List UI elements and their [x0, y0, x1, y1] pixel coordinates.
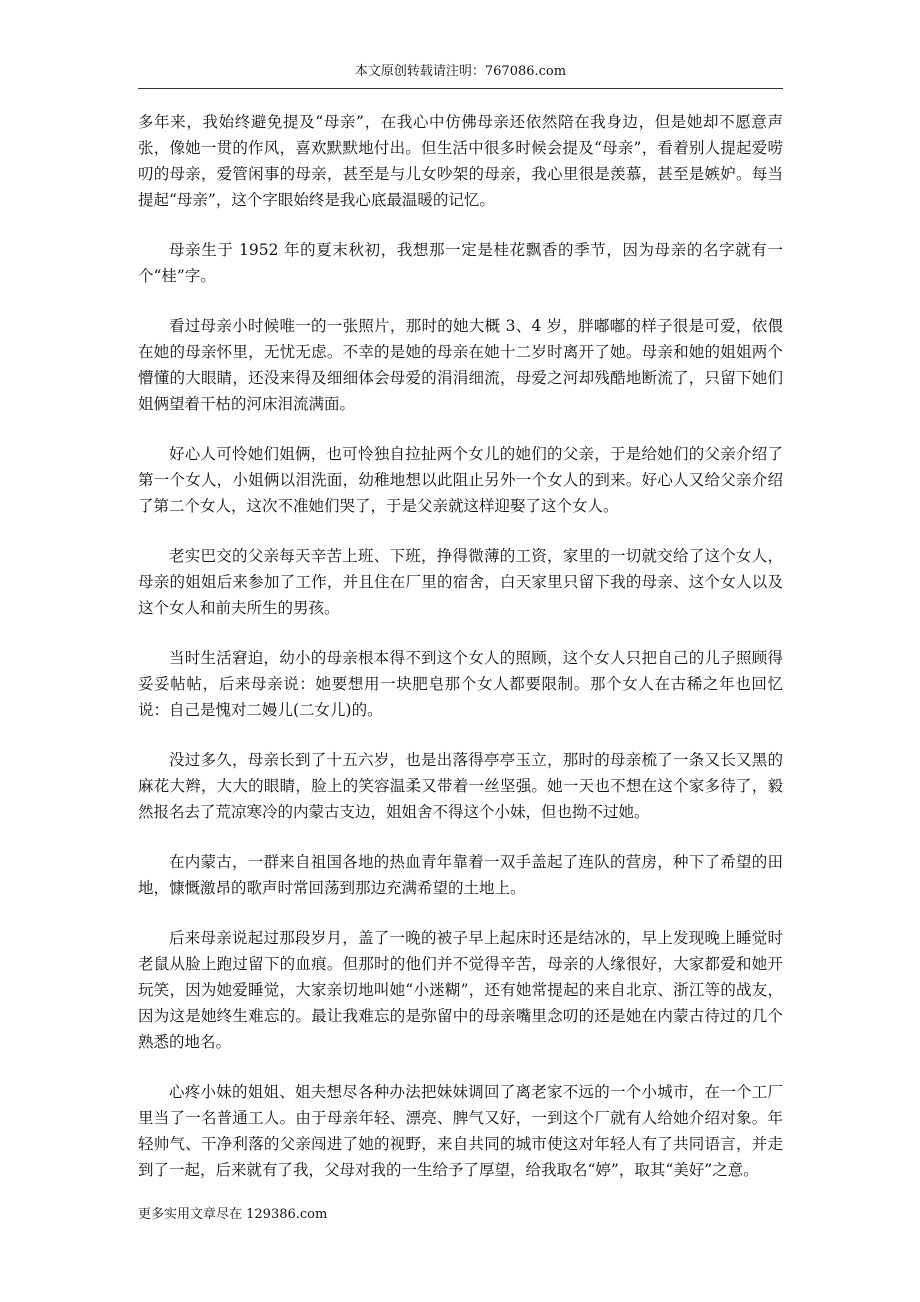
paragraph-8: 在内蒙古，一群来自祖国各地的热血青年靠着一双手盖起了连队的营房，种下了希望的田地，慷慨激昂的歌声时常回荡到那边充满希望的土地上。	[138, 853, 783, 897]
paragraph-3: 看过母亲小时候唯一的一张照片，那时的她大概 3、4 岁，胖嘟嘟的样子很是可爱，依偎在她的母亲怀里，无忧无虑。不幸的是她的母亲在她十二岁时离开了她。母亲和她的姐姐两个懵懂的大眼睛，还没来得及细细体会母爱的涓涓细流，母爱之河却残酷地断流了，只留下她们姐俩望着干枯的河床泪流满面。	[138, 317, 783, 413]
paragraph-9: 后来母亲说起过那段岁月，盖了一晚的被子早上起床时还是结冰的，早上发现晚上睡觉时老鼠从脸上跑过留下的血痕。但那时的他们并不觉得辛苦，母亲的人缘很好，大家都爱和她开玩笑，因为她爱睡觉，大家亲切地叫她“小迷糊”，还有她常提起的来自北京、浙江等的战友，因为这是她终生难忘的。最让我难忘的是弥留中的母亲嘴里念叨的还是她在内蒙古待过的几个熟悉的地名。	[138, 929, 783, 1051]
article-body	[138, 109, 783, 1207]
paragraph-7: 没过多久，母亲长到了十五六岁，也是出落得亭亭玉立，那时的母亲梳了一条又长又黑的麻花大辫，大大的眼睛，脸上的笑容温柔又带着一丝坚强。她一天也不想在这个家多待了，毅然报名去了荒凉寒冷的内蒙古支边，姐姐舍不得这个小妹，但也拗不过她。	[138, 751, 783, 821]
footer-text: 更多实用文章尽在 129386.com	[138, 1207, 328, 1222]
paragraph-6: 当时生活窘迫，幼小的母亲根本得不到这个女人的照顾，这个女人只把自己的儿子照顾得妥妥帖帖，后来母亲说：她要想用一块肥皂那个女人都要限制。那个女人在古稀之年也回忆说：自己是愧对二嫚儿(二女儿)的。	[138, 649, 783, 719]
paragraph-1: 多年来，我始终避免提及“母亲”，在我心中仿佛母亲还依然陪在我身边，但是她却不愿意声张，像她一贯的作风，喜欢默默地付出。但生活中很多时候会提及“母亲”，看着别人提起爱唠叨的母亲，爱管闲事的母亲，甚至是与儿女吵架的母亲，我心里很是羡慕，甚至是嫉妒。每当提起“母亲”，这个字眼始终是我心底最温暖的记忆。	[138, 113, 783, 209]
paragraph-5: 老实巴交的父亲每天辛苦上班、下班，挣得微薄的工资，家里的一切就交给了这个女人，母亲的姐姐后来参加了工作，并且住在厂里的宿舍，白天家里只留下我的母亲、这个女人以及这个女人和前夫所生的男孩。	[138, 547, 783, 617]
header-text: 本文原创转载请注明：767086.com	[354, 64, 567, 79]
page-footer	[138, 1205, 327, 1225]
paragraph-2: 母亲生于 1952 年的夏末秋初，我想那一定是桂花飘香的季节，因为母亲的名字就有一个“桂”字。	[138, 241, 783, 285]
paragraph-4: 好心人可怜她们姐俩，也可怜独自拉扯两个女儿的她们的父亲，于是给她们的父亲介绍了第一个女人，小姐俩以泪洗面，幼稚地想以此阻止另外一个女人的到来。好心人又给父亲介绍了第二个女人，这次不准她们哭了，于是父亲就这样迎娶了这个女人。	[138, 445, 783, 515]
paragraph-10: 心疼小妹的姐姐、姐夫想尽各种办法把妹妹调回了离老家不远的一个小城市，在一个工厂里当了一名普通工人。由于母亲年轻、漂亮、脾气又好，一到这个厂就有人给她介绍对象。年轻帅气、干净利落的父亲闯进了她的视野，来自共同的城市使这对年轻人有了共同语言，并走到了一起，后来就有了我，父母对我的一生给予了厚望，给我取名“婷”，取其“美好”之意。	[138, 1083, 783, 1179]
page-header	[138, 62, 783, 89]
